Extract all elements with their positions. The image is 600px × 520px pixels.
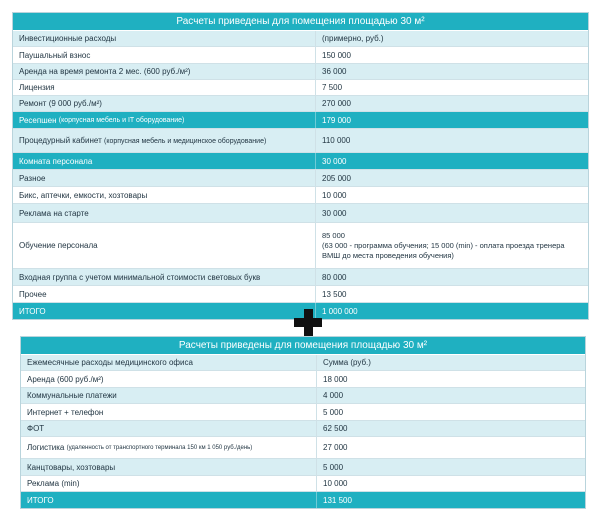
row-label: ФОТ: [21, 421, 317, 436]
table-row: [21, 371, 585, 388]
table-row-highlight: [13, 153, 588, 170]
row-label-main: Процедурный кабинет: [19, 136, 102, 146]
row-value: 205 000: [322, 173, 351, 183]
row-label: Лицензия: [13, 80, 316, 95]
row-value: 62 500: [323, 424, 348, 433]
row-value: [316, 223, 588, 268]
table-row: [13, 129, 588, 153]
total-label: ИТОГО: [21, 492, 317, 508]
table-row: [13, 47, 588, 64]
investment-costs-table: [12, 12, 589, 320]
table-row: [21, 388, 585, 404]
row-label: Канцтовары, хозтовары: [21, 459, 317, 475]
row-value-note: (63 000 - программа обучения; 15 000 (min) - оплата проезда тренера ВМШ до места проведения обучения): [322, 240, 565, 260]
table-row: [13, 223, 588, 269]
row-value: 110 000: [322, 136, 351, 145]
table-title: Расчеты приведены для помещения площадью 30 м²: [21, 337, 585, 355]
table-row: [13, 269, 588, 286]
row-value: 4 000: [323, 391, 344, 400]
row-value-main: 85 000: [322, 230, 345, 240]
row-value: 5 000: [323, 407, 344, 417]
row-value: Сумма (руб.): [323, 358, 371, 367]
table-row: [13, 286, 588, 303]
table-row: [13, 204, 588, 223]
row-label-sub: (корпусная мебель и медицинское оборудование): [103, 138, 267, 146]
table-row: [13, 96, 588, 112]
row-label: Реклама (min): [21, 476, 317, 491]
row-label: Разное: [13, 170, 316, 186]
row-value: 30 000: [322, 208, 347, 218]
row-value: 10 000: [323, 479, 348, 488]
row-label: Входная группа с учетом минимальной стоимости световых букв: [13, 269, 316, 285]
row-label-sub: (корпусная мебель и IT оборудование): [58, 116, 185, 124]
table-row: [21, 476, 585, 492]
row-value: 270 000: [322, 99, 351, 108]
monthly-costs-table: [20, 336, 586, 509]
table-row: [21, 459, 585, 476]
row-value: 5 000: [323, 462, 344, 472]
row-label: Аренда на время ремонта 2 мес. (600 руб./м²): [13, 64, 316, 79]
table-row: [21, 404, 585, 421]
row-label-main: Логистика: [27, 443, 65, 452]
plus-icon: [294, 310, 322, 336]
table-row: [13, 187, 588, 204]
row-value: 150 000: [322, 50, 351, 60]
row-label: Аренда (600 руб./м²): [21, 371, 317, 387]
row-value: 30 000: [322, 156, 347, 166]
row-label: Паушальный взнос: [13, 47, 316, 63]
table-row: [13, 80, 588, 96]
row-label: Коммунальные платежи: [21, 388, 317, 403]
row-label: Интернет + телефон: [21, 404, 317, 420]
row-label: [13, 129, 316, 152]
row-label-main: Ресепшен: [19, 115, 57, 125]
total-label: ИТОГО: [13, 303, 316, 319]
row-label: Обучение персонала: [13, 223, 316, 268]
table-total-row: [21, 492, 585, 508]
table-row-highlight: [13, 112, 588, 129]
row-value: 18 000: [323, 374, 348, 384]
table-row: [21, 421, 585, 437]
row-value: 13 500: [322, 289, 347, 299]
row-value: 10 000: [322, 190, 347, 200]
table-header-row: [13, 31, 588, 47]
row-label: Бикс, аптечки, емкости, хозтовары: [13, 187, 316, 203]
table-title: Расчеты приведены для помещения площадью 30 м²: [13, 13, 588, 31]
row-label: Прочее: [13, 286, 316, 302]
table-row: [21, 437, 585, 459]
row-value: 80 000: [322, 272, 347, 282]
row-value: 7 500: [322, 83, 343, 92]
total-value: 131 500: [323, 495, 352, 505]
row-value: (примерно, руб.): [322, 34, 384, 43]
row-label: Ежемесячные расходы медицинского офиса: [21, 355, 317, 370]
row-label: [13, 112, 316, 128]
table-row: [13, 170, 588, 187]
row-value: 179 000: [322, 115, 351, 125]
table-row: [13, 64, 588, 80]
row-label-sub: (удаленность от транспортного терминала 150 км 1 050 руб./день): [66, 444, 253, 451]
row-label: [21, 437, 317, 458]
total-value: 1 000 000: [322, 306, 358, 316]
row-label: Ремонт (9 000 руб./м²): [13, 96, 316, 111]
table-header-row: [21, 355, 585, 371]
row-value: 36 000: [322, 67, 347, 76]
row-value: 27 000: [323, 443, 348, 452]
row-label: Инвестиционные расходы: [13, 31, 316, 46]
row-label: Реклама на старте: [13, 204, 316, 222]
row-label: Комната персонала: [13, 153, 316, 169]
